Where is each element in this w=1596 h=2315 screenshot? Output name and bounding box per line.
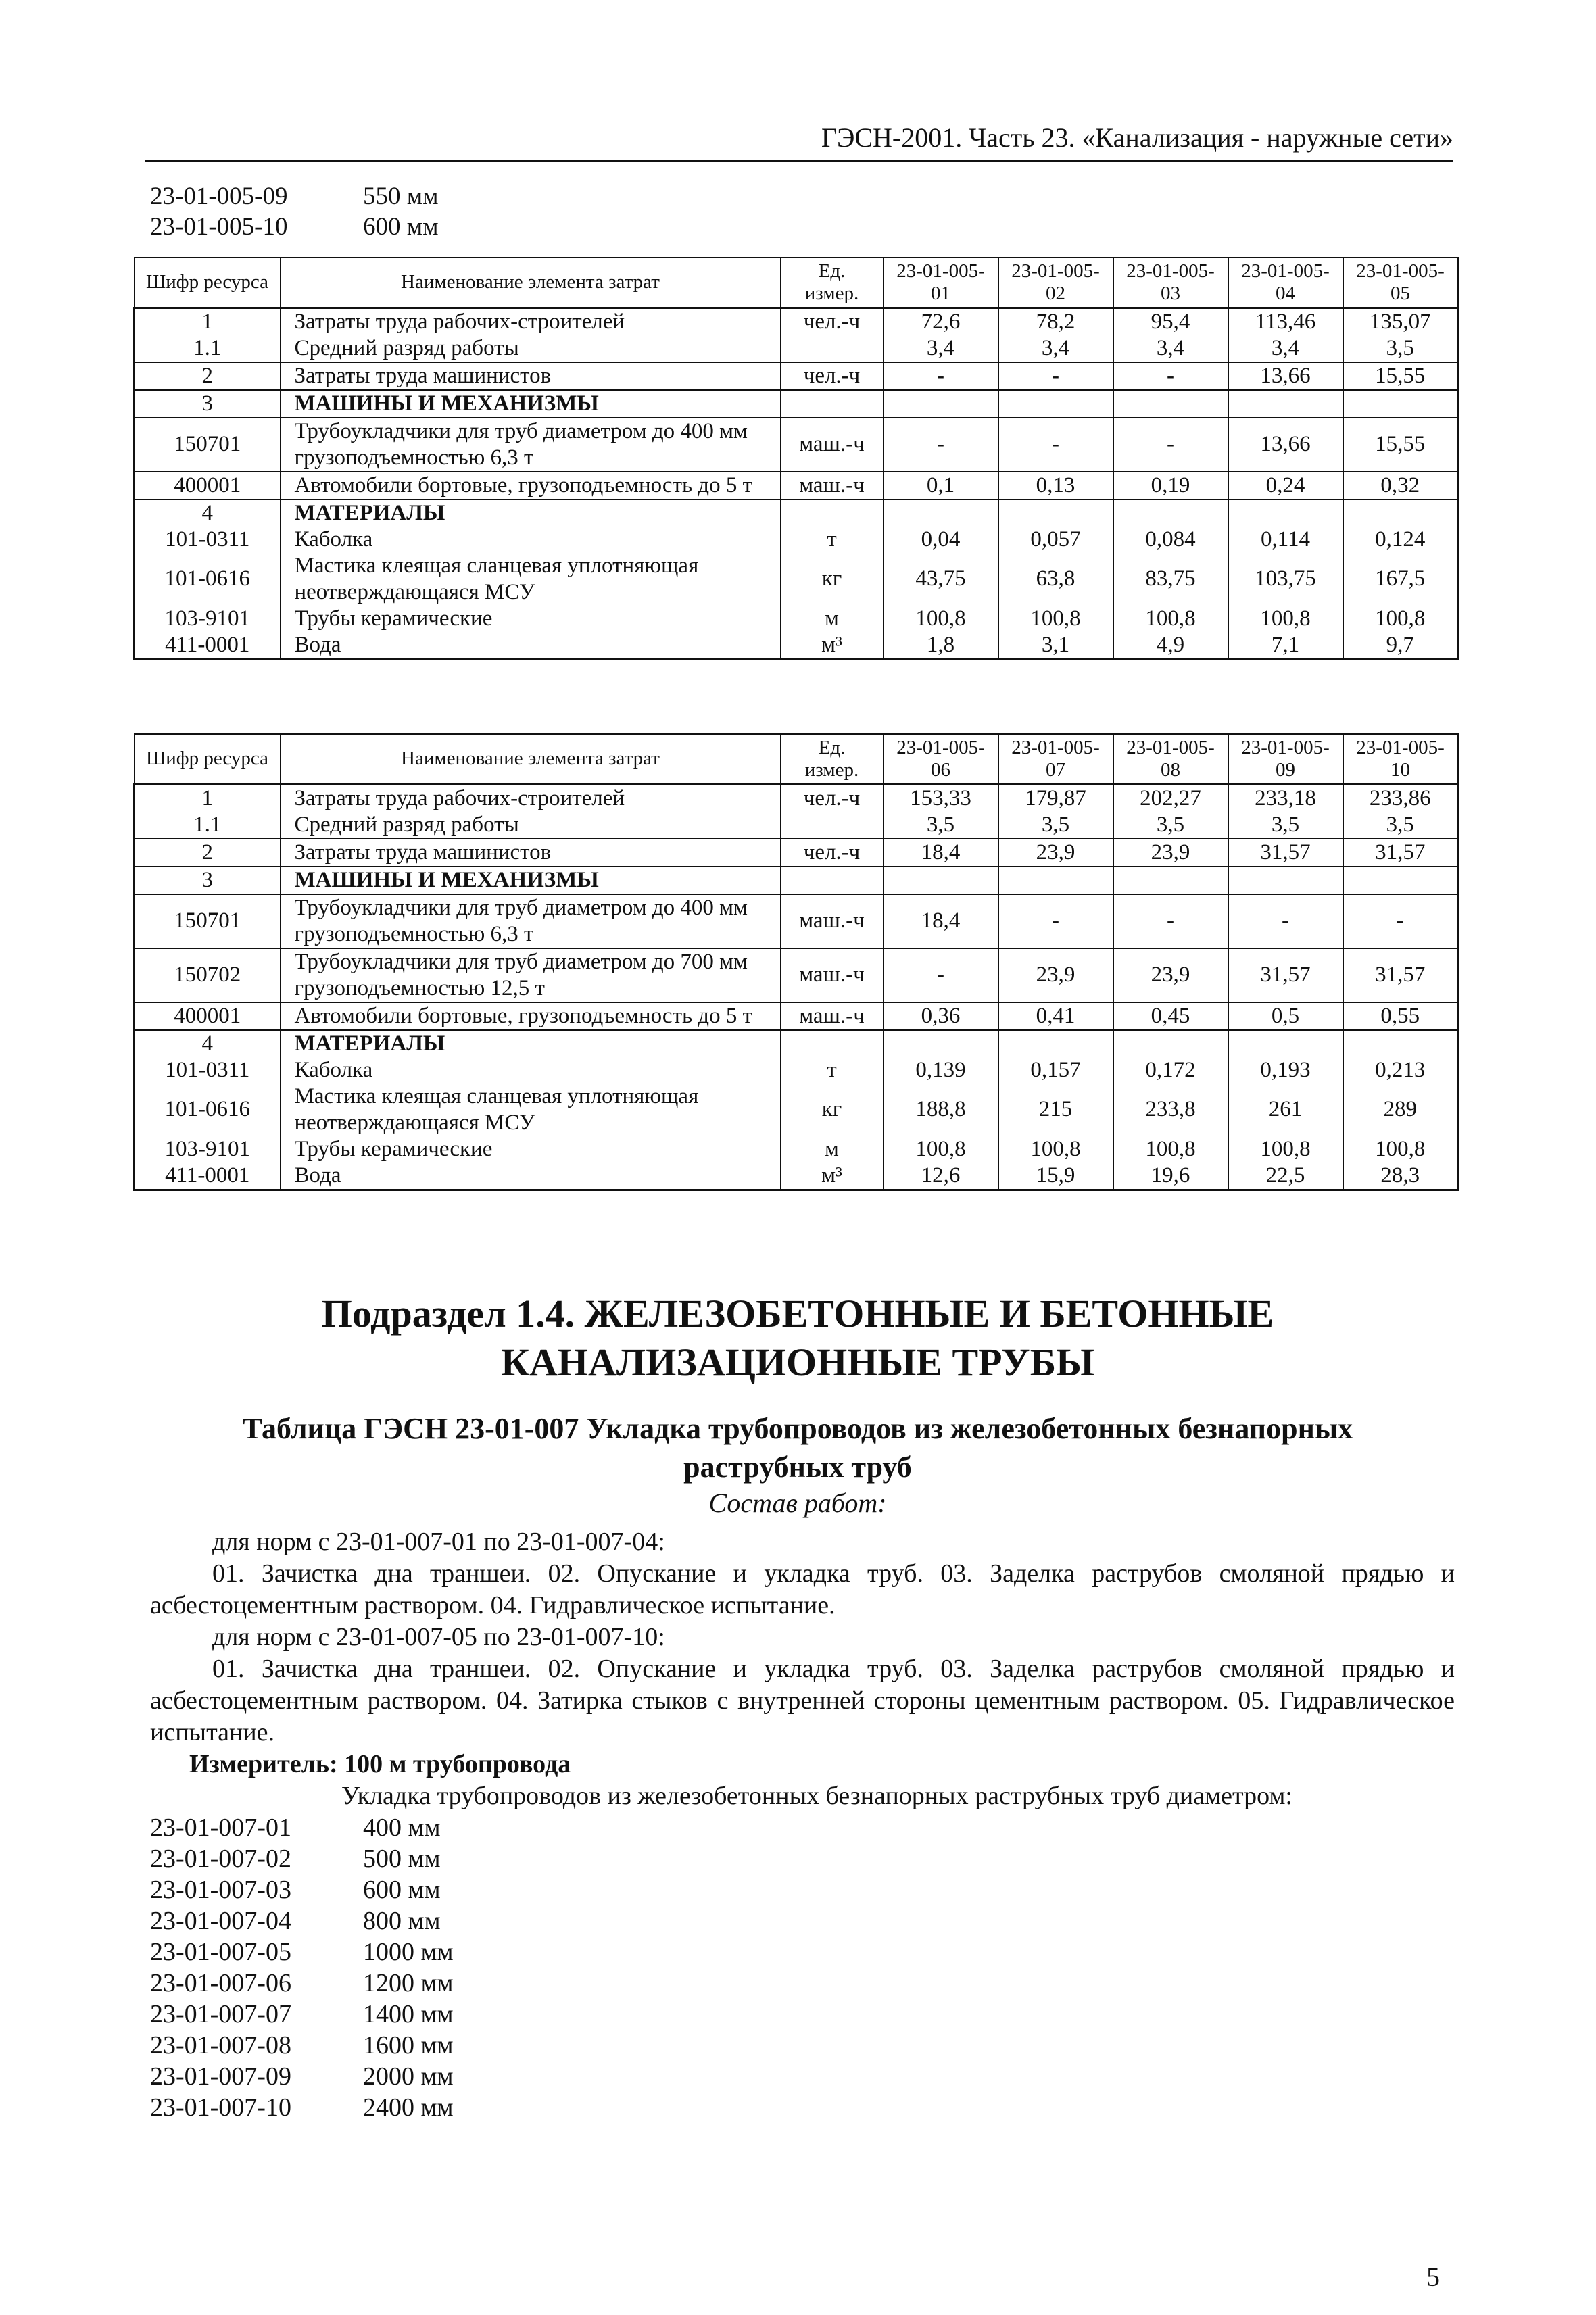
works-group2-text: 01. Зачистка дна траншеи. 02. Опускание и укладка труб. 03. Заделка раструбов смоляной прядью и асбестоцементным раствором. 04. Затирка стыков с внутренней стороны цементным раствором. 05. Гидравлическое испытание. xyxy=(150,1655,1455,1747)
table-row xyxy=(135,362,1458,390)
cell-value: 31,57 xyxy=(1343,948,1458,1002)
norm-diameter: 800 мм xyxy=(363,1907,441,1935)
cell-value xyxy=(884,1030,998,1057)
table-row xyxy=(135,472,1458,499)
cell-value: 0,114 xyxy=(1228,527,1343,553)
cell-value: 100,8 xyxy=(884,606,998,632)
code-row xyxy=(150,1936,454,1968)
norm-diameter: 600 мм xyxy=(363,213,439,241)
cell-name: Затраты труда машинистов xyxy=(281,839,781,867)
cell-code: 3 xyxy=(135,390,281,418)
cell-value: 0,55 xyxy=(1343,1002,1458,1030)
table-row xyxy=(135,527,1458,553)
cell-value: 15,55 xyxy=(1343,418,1458,472)
code-row xyxy=(150,1874,454,1905)
cell-code: 400001 xyxy=(135,472,281,499)
cell-code: 411-0001 xyxy=(135,1163,281,1190)
header-col: 23-01-005-08 xyxy=(1113,734,1228,784)
cell-code: 150701 xyxy=(135,418,281,472)
cell-value: 179,87 xyxy=(998,784,1113,812)
code-row xyxy=(150,1843,454,1874)
cell-value: 4,9 xyxy=(1113,632,1228,660)
cell-unit: кг xyxy=(781,553,884,606)
header-name: Наименование элемента затрат xyxy=(281,258,781,308)
cell-value xyxy=(998,499,1113,527)
cell-value: 7,1 xyxy=(1228,632,1343,660)
cell-value: 0,24 xyxy=(1228,472,1343,499)
cell-value: - xyxy=(1343,894,1458,948)
cell-value: 43,75 xyxy=(884,553,998,606)
cell-name: Средний разряд работы xyxy=(281,335,781,362)
table-heading-line: Таблица ГЭСН 23-01-007 Укладка трубопроводов из железобетонных безнапорных xyxy=(242,1412,1353,1445)
cell-value: 0,41 xyxy=(998,1002,1113,1030)
cell-value: 63,8 xyxy=(998,553,1113,606)
cell-value: 0,084 xyxy=(1113,527,1228,553)
cell-value: 135,07 xyxy=(1343,308,1458,335)
table-row xyxy=(135,418,1458,472)
norm-code: 23-01-005-10 xyxy=(150,213,288,241)
cell-value xyxy=(998,867,1113,894)
cell-value: 13,66 xyxy=(1228,418,1343,472)
norm-code: 23-01-007-05 xyxy=(150,1938,291,1966)
cell-value: 1,8 xyxy=(884,632,998,660)
cell-name: МАШИНЫ И МЕХАНИЗМЫ xyxy=(281,390,781,418)
cell-code: 103-9101 xyxy=(135,1136,281,1163)
cell-code: 2 xyxy=(135,362,281,390)
cell-value: 0,04 xyxy=(884,527,998,553)
table-row xyxy=(135,1136,1458,1163)
cell-code: 101-0616 xyxy=(135,553,281,606)
norm-diameter: 1000 мм xyxy=(363,1938,454,1966)
header-col: 23-01-005-02 xyxy=(998,258,1113,308)
cell-name: Вода xyxy=(281,1163,781,1190)
cell-value: - xyxy=(884,362,998,390)
cell-unit: м³ xyxy=(781,632,884,660)
cell-value xyxy=(1343,499,1458,527)
cell-value: 12,6 xyxy=(884,1163,998,1190)
norm-diameter: 500 мм xyxy=(363,1845,441,1873)
table-heading-line: раструбных труб xyxy=(683,1451,912,1484)
diameter-intro: Укладка трубопроводов из железобетонных безнапорных раструбных труб диаметром: xyxy=(341,1782,1292,1810)
header-col: 23-01-005-03 xyxy=(1113,258,1228,308)
table-row xyxy=(135,553,1458,606)
table-row xyxy=(135,1083,1458,1136)
cell-name: Мастика клеящая сланцевая уплотняющая неотверждающаяся МСУ xyxy=(281,553,781,606)
cell-value: 31,57 xyxy=(1343,839,1458,867)
header-col: 23-01-005-05 xyxy=(1343,258,1458,308)
table-row xyxy=(135,839,1458,867)
cell-value: - xyxy=(1113,362,1228,390)
cell-unit: т xyxy=(781,1057,884,1083)
cell-value: 19,6 xyxy=(1113,1163,1228,1190)
section-heading-line: КАНАЛИЗАЦИОННЫЕ ТРУБЫ xyxy=(500,1340,1094,1384)
cell-value: - xyxy=(998,418,1113,472)
code-row xyxy=(150,1905,454,1936)
cell-name: Вода xyxy=(281,632,781,660)
cell-value: 23,9 xyxy=(1113,839,1228,867)
norm-code: 23-01-007-04 xyxy=(150,1907,291,1935)
cell-value: 261 xyxy=(1228,1083,1343,1136)
page-number: 5 xyxy=(1426,2262,1440,2292)
table-row xyxy=(135,867,1458,894)
cell-name: Затраты труда машинистов xyxy=(281,362,781,390)
cell-unit: м xyxy=(781,1136,884,1163)
norm-code: 23-01-007-10 xyxy=(150,2093,291,2122)
cell-unit: м xyxy=(781,606,884,632)
cell-value xyxy=(1228,390,1343,418)
cell-unit: м³ xyxy=(781,1163,884,1190)
cell-name: Каболка xyxy=(281,527,781,553)
norm-table-1 xyxy=(133,257,1459,660)
cell-unit xyxy=(781,812,884,839)
table-row xyxy=(135,308,1458,335)
section-heading-line: Подраздел 1.4. ЖЕЛЕЗОБЕТОННЫЕ И БЕТОННЫЕ xyxy=(321,1292,1274,1336)
cell-value xyxy=(1228,867,1343,894)
norm-diameter: 2400 мм xyxy=(363,2093,454,2122)
cell-value: 153,33 xyxy=(884,784,998,812)
table-row xyxy=(135,1002,1458,1030)
norm-code: 23-01-007-02 xyxy=(150,1845,291,1873)
cell-value: 113,46 xyxy=(1228,308,1343,335)
cell-value: 202,27 xyxy=(1113,784,1228,812)
cell-code: 400001 xyxy=(135,1002,281,1030)
cell-unit xyxy=(781,867,884,894)
cell-value: 3,5 xyxy=(1343,812,1458,839)
cell-name: МАТЕРИАЛЫ xyxy=(281,1030,781,1057)
cell-value: 95,4 xyxy=(1113,308,1228,335)
cell-value xyxy=(1228,1030,1343,1057)
cell-code: 1 xyxy=(135,308,281,335)
cell-value: - xyxy=(998,894,1113,948)
cell-value xyxy=(1343,867,1458,894)
cell-unit: чел.-ч xyxy=(781,784,884,812)
cell-value: 72,6 xyxy=(884,308,998,335)
header-col: 23-01-005-06 xyxy=(884,734,998,784)
cell-name: Автомобили бортовые, грузоподъемность до 5 т xyxy=(281,1002,781,1030)
cell-unit: маш.-ч xyxy=(781,472,884,499)
cell-unit: маш.-ч xyxy=(781,948,884,1002)
cell-name: Затраты труда рабочих-строителей xyxy=(281,308,781,335)
cell-name: Трубоукладчики для труб диаметром до 400 мм грузоподъемностью 6,3 т xyxy=(281,418,781,472)
header-unit: Ед. измер. xyxy=(781,258,884,308)
cell-value: 15,55 xyxy=(1343,362,1458,390)
cell-value xyxy=(1113,390,1228,418)
cell-unit: маш.-ч xyxy=(781,1002,884,1030)
cell-value: - xyxy=(1113,894,1228,948)
header-col: 23-01-005-10 xyxy=(1343,734,1458,784)
cell-unit: маш.-ч xyxy=(781,894,884,948)
header-rule xyxy=(145,160,1453,162)
cell-value: - xyxy=(1113,418,1228,472)
cell-value xyxy=(884,499,998,527)
norm-code: 23-01-007-06 xyxy=(150,1969,291,1997)
bottom-code-list xyxy=(150,1812,454,2123)
cell-value xyxy=(1113,499,1228,527)
cell-value: 0,157 xyxy=(998,1057,1113,1083)
cell-code: 3 xyxy=(135,867,281,894)
cell-name: Мастика клеящая сланцевая уплотняющая неотверждающаяся МСУ xyxy=(281,1083,781,1136)
cell-unit: т xyxy=(781,527,884,553)
cell-name: Каболка xyxy=(281,1057,781,1083)
cell-code: 2 xyxy=(135,839,281,867)
cell-value xyxy=(1228,499,1343,527)
cell-value: 31,57 xyxy=(1228,839,1343,867)
header-col: 23-01-005-09 xyxy=(1228,734,1343,784)
cell-value xyxy=(998,390,1113,418)
norm-code: 23-01-007-09 xyxy=(150,2062,291,2091)
cell-value: 3,4 xyxy=(884,335,998,362)
cell-code: 101-0311 xyxy=(135,527,281,553)
cell-value: 0,1 xyxy=(884,472,998,499)
cell-code: 150702 xyxy=(135,948,281,1002)
table-row xyxy=(135,784,1458,812)
norm-code: 23-01-007-07 xyxy=(150,2000,291,2028)
cell-value xyxy=(1343,390,1458,418)
cell-value: - xyxy=(998,362,1113,390)
table-row xyxy=(135,812,1458,839)
table-header-row xyxy=(135,258,1458,308)
cell-value: 0,172 xyxy=(1113,1057,1228,1083)
header-unit: Ед. измер. xyxy=(781,734,884,784)
cell-name: Автомобили бортовые, грузоподъемность до 5 т xyxy=(281,472,781,499)
cell-value: - xyxy=(884,418,998,472)
cell-value: 3,4 xyxy=(1113,335,1228,362)
cell-name: Трубы керамические xyxy=(281,606,781,632)
cell-unit: маш.-ч xyxy=(781,418,884,472)
cell-value: 0,124 xyxy=(1343,527,1458,553)
cell-code: 101-0311 xyxy=(135,1057,281,1083)
cell-value: 0,213 xyxy=(1343,1057,1458,1083)
cell-value: 233,18 xyxy=(1228,784,1343,812)
cell-value: 78,2 xyxy=(998,308,1113,335)
norm-diameter: 2000 мм xyxy=(363,2062,454,2091)
cell-value: 9,7 xyxy=(1343,632,1458,660)
cell-value: 3,4 xyxy=(998,335,1113,362)
cell-unit: чел.-ч xyxy=(781,362,884,390)
cell-value: 100,8 xyxy=(1228,606,1343,632)
cell-value xyxy=(884,867,998,894)
cell-value: 0,13 xyxy=(998,472,1113,499)
cell-unit xyxy=(781,335,884,362)
code-row xyxy=(150,2030,454,2061)
cell-value: 3,4 xyxy=(1228,335,1343,362)
cell-name: Средний разряд работы xyxy=(281,812,781,839)
cell-code: 4 xyxy=(135,1030,281,1057)
code-row xyxy=(150,1968,454,1999)
works-group1-text: 01. Зачистка дна траншеи. 02. Опускание и укладка труб. 03. Заделка раструбов смоляной прядью и асбестоцементным раствором. 04. Гидравлическое испытание. xyxy=(150,1559,1455,1619)
cell-value: 100,8 xyxy=(884,1136,998,1163)
top-code-list xyxy=(150,181,439,242)
cell-value: 100,8 xyxy=(1228,1136,1343,1163)
code-row xyxy=(150,181,439,212)
cell-name: Трубоукладчики для труб диаметром до 400 мм грузоподъемностью 6,3 т xyxy=(281,894,781,948)
cell-unit: чел.-ч xyxy=(781,308,884,335)
cell-code: 1.1 xyxy=(135,812,281,839)
cell-value: 23,9 xyxy=(1113,948,1228,1002)
cell-code: 411-0001 xyxy=(135,632,281,660)
table-row xyxy=(135,335,1458,362)
cell-value: 100,8 xyxy=(998,1136,1113,1163)
cell-value: 100,8 xyxy=(1343,606,1458,632)
code-row xyxy=(150,1999,454,2030)
cell-value: 215 xyxy=(998,1083,1113,1136)
cell-name: Трубы керамические xyxy=(281,1136,781,1163)
table-row xyxy=(135,1057,1458,1083)
table-row xyxy=(135,948,1458,1002)
cell-code: 101-0616 xyxy=(135,1083,281,1136)
section-heading xyxy=(135,1290,1460,1387)
code-row xyxy=(150,1812,454,1843)
cell-value: 0,19 xyxy=(1113,472,1228,499)
cell-value: 15,9 xyxy=(998,1163,1113,1190)
cell-value: 0,36 xyxy=(884,1002,998,1030)
norm-diameter: 1600 мм xyxy=(363,2031,454,2060)
cell-value: 83,75 xyxy=(1113,553,1228,606)
header-col: 23-01-005-07 xyxy=(998,734,1113,784)
norm-diameter: 400 мм xyxy=(363,1813,441,1842)
code-row xyxy=(150,2092,454,2123)
cell-value: 3,1 xyxy=(998,632,1113,660)
norm-diameter: 550 мм xyxy=(363,182,439,210)
header-col: 23-01-005-04 xyxy=(1228,258,1343,308)
cell-code: 1.1 xyxy=(135,335,281,362)
cell-value: 13,66 xyxy=(1228,362,1343,390)
table-row xyxy=(135,1163,1458,1190)
cell-value: - xyxy=(884,948,998,1002)
meter-line: Измеритель: 100 м трубопровода xyxy=(189,1750,571,1778)
cell-value: 0,193 xyxy=(1228,1057,1343,1083)
table-heading xyxy=(135,1409,1460,1486)
cell-value xyxy=(998,1030,1113,1057)
cell-name: Трубоукладчики для труб диаметром до 700 мм грузоподъемностью 12,5 т xyxy=(281,948,781,1002)
cell-value: 23,9 xyxy=(998,839,1113,867)
table-header-row xyxy=(135,734,1458,784)
cell-value: 3,5 xyxy=(1228,812,1343,839)
cell-value: 0,5 xyxy=(1228,1002,1343,1030)
cell-value: 23,9 xyxy=(998,948,1113,1002)
works-group1-label: для норм с 23-01-007-01 по 23-01-007-04: xyxy=(212,1528,665,1556)
table-row xyxy=(135,1030,1458,1057)
cell-value: 188,8 xyxy=(884,1083,998,1136)
cell-unit xyxy=(781,499,884,527)
cell-value: - xyxy=(1228,894,1343,948)
norm-table-2 xyxy=(133,733,1459,1191)
cell-value xyxy=(1343,1030,1458,1057)
norm-code: 23-01-005-09 xyxy=(150,182,288,210)
cell-value: 100,8 xyxy=(1113,1136,1228,1163)
works-title: Состав работ: xyxy=(708,1488,887,1518)
works-group2-label: для норм с 23-01-007-05 по 23-01-007-10: xyxy=(212,1623,665,1651)
cell-value xyxy=(884,390,998,418)
cell-value: 167,5 xyxy=(1343,553,1458,606)
cell-value xyxy=(1113,867,1228,894)
cell-value: 100,8 xyxy=(1343,1136,1458,1163)
norm-diameter: 1200 мм xyxy=(363,1969,454,1997)
cell-code: 4 xyxy=(135,499,281,527)
cell-value: 18,4 xyxy=(884,839,998,867)
cell-value: 0,32 xyxy=(1343,472,1458,499)
header-col: 23-01-005-01 xyxy=(884,258,998,308)
cell-value: 233,86 xyxy=(1343,784,1458,812)
norm-diameter: 600 мм xyxy=(363,1876,441,1904)
header-code: Шифр ресурса xyxy=(135,258,281,308)
table-row xyxy=(135,390,1458,418)
norm-diameter: 1400 мм xyxy=(363,2000,454,2028)
norm-code: 23-01-007-01 xyxy=(150,1813,291,1842)
cell-unit: кг xyxy=(781,1083,884,1136)
cell-value: 289 xyxy=(1343,1083,1458,1136)
table-row xyxy=(135,894,1458,948)
cell-value: 0,057 xyxy=(998,527,1113,553)
cell-value: 100,8 xyxy=(1113,606,1228,632)
cell-value: 3,5 xyxy=(884,812,998,839)
table-row xyxy=(135,606,1458,632)
header-code: Шифр ресурса xyxy=(135,734,281,784)
cell-value xyxy=(1113,1030,1228,1057)
cell-unit: чел.-ч xyxy=(781,839,884,867)
cell-value: 22,5 xyxy=(1228,1163,1343,1190)
norm-code: 23-01-007-03 xyxy=(150,1876,291,1904)
table-row xyxy=(135,632,1458,660)
cell-value: 28,3 xyxy=(1343,1163,1458,1190)
cell-value: 3,5 xyxy=(998,812,1113,839)
table-row xyxy=(135,499,1458,527)
cell-unit xyxy=(781,1030,884,1057)
cell-value: 31,57 xyxy=(1228,948,1343,1002)
cell-value: 3,5 xyxy=(1343,335,1458,362)
cell-name: МАШИНЫ И МЕХАНИЗМЫ xyxy=(281,867,781,894)
cell-code: 1 xyxy=(135,784,281,812)
cell-value: 3,5 xyxy=(1113,812,1228,839)
cell-value: 103,75 xyxy=(1228,553,1343,606)
cell-value: 233,8 xyxy=(1113,1083,1228,1136)
cell-value: 100,8 xyxy=(998,606,1113,632)
code-row xyxy=(150,212,439,242)
code-row xyxy=(150,2061,454,2092)
cell-value: 18,4 xyxy=(884,894,998,948)
running-header: ГЭСН-2001. Часть 23. «Канализация - наружные сети» xyxy=(821,122,1453,153)
cell-name: Затраты труда рабочих-строителей xyxy=(281,784,781,812)
cell-name: МАТЕРИАЛЫ xyxy=(281,499,781,527)
cell-value: 0,45 xyxy=(1113,1002,1228,1030)
cell-code: 150701 xyxy=(135,894,281,948)
cell-code: 103-9101 xyxy=(135,606,281,632)
cell-unit xyxy=(781,390,884,418)
norm-code: 23-01-007-08 xyxy=(150,2031,291,2060)
cell-value: 0,139 xyxy=(884,1057,998,1083)
header-name: Наименование элемента затрат xyxy=(281,734,781,784)
